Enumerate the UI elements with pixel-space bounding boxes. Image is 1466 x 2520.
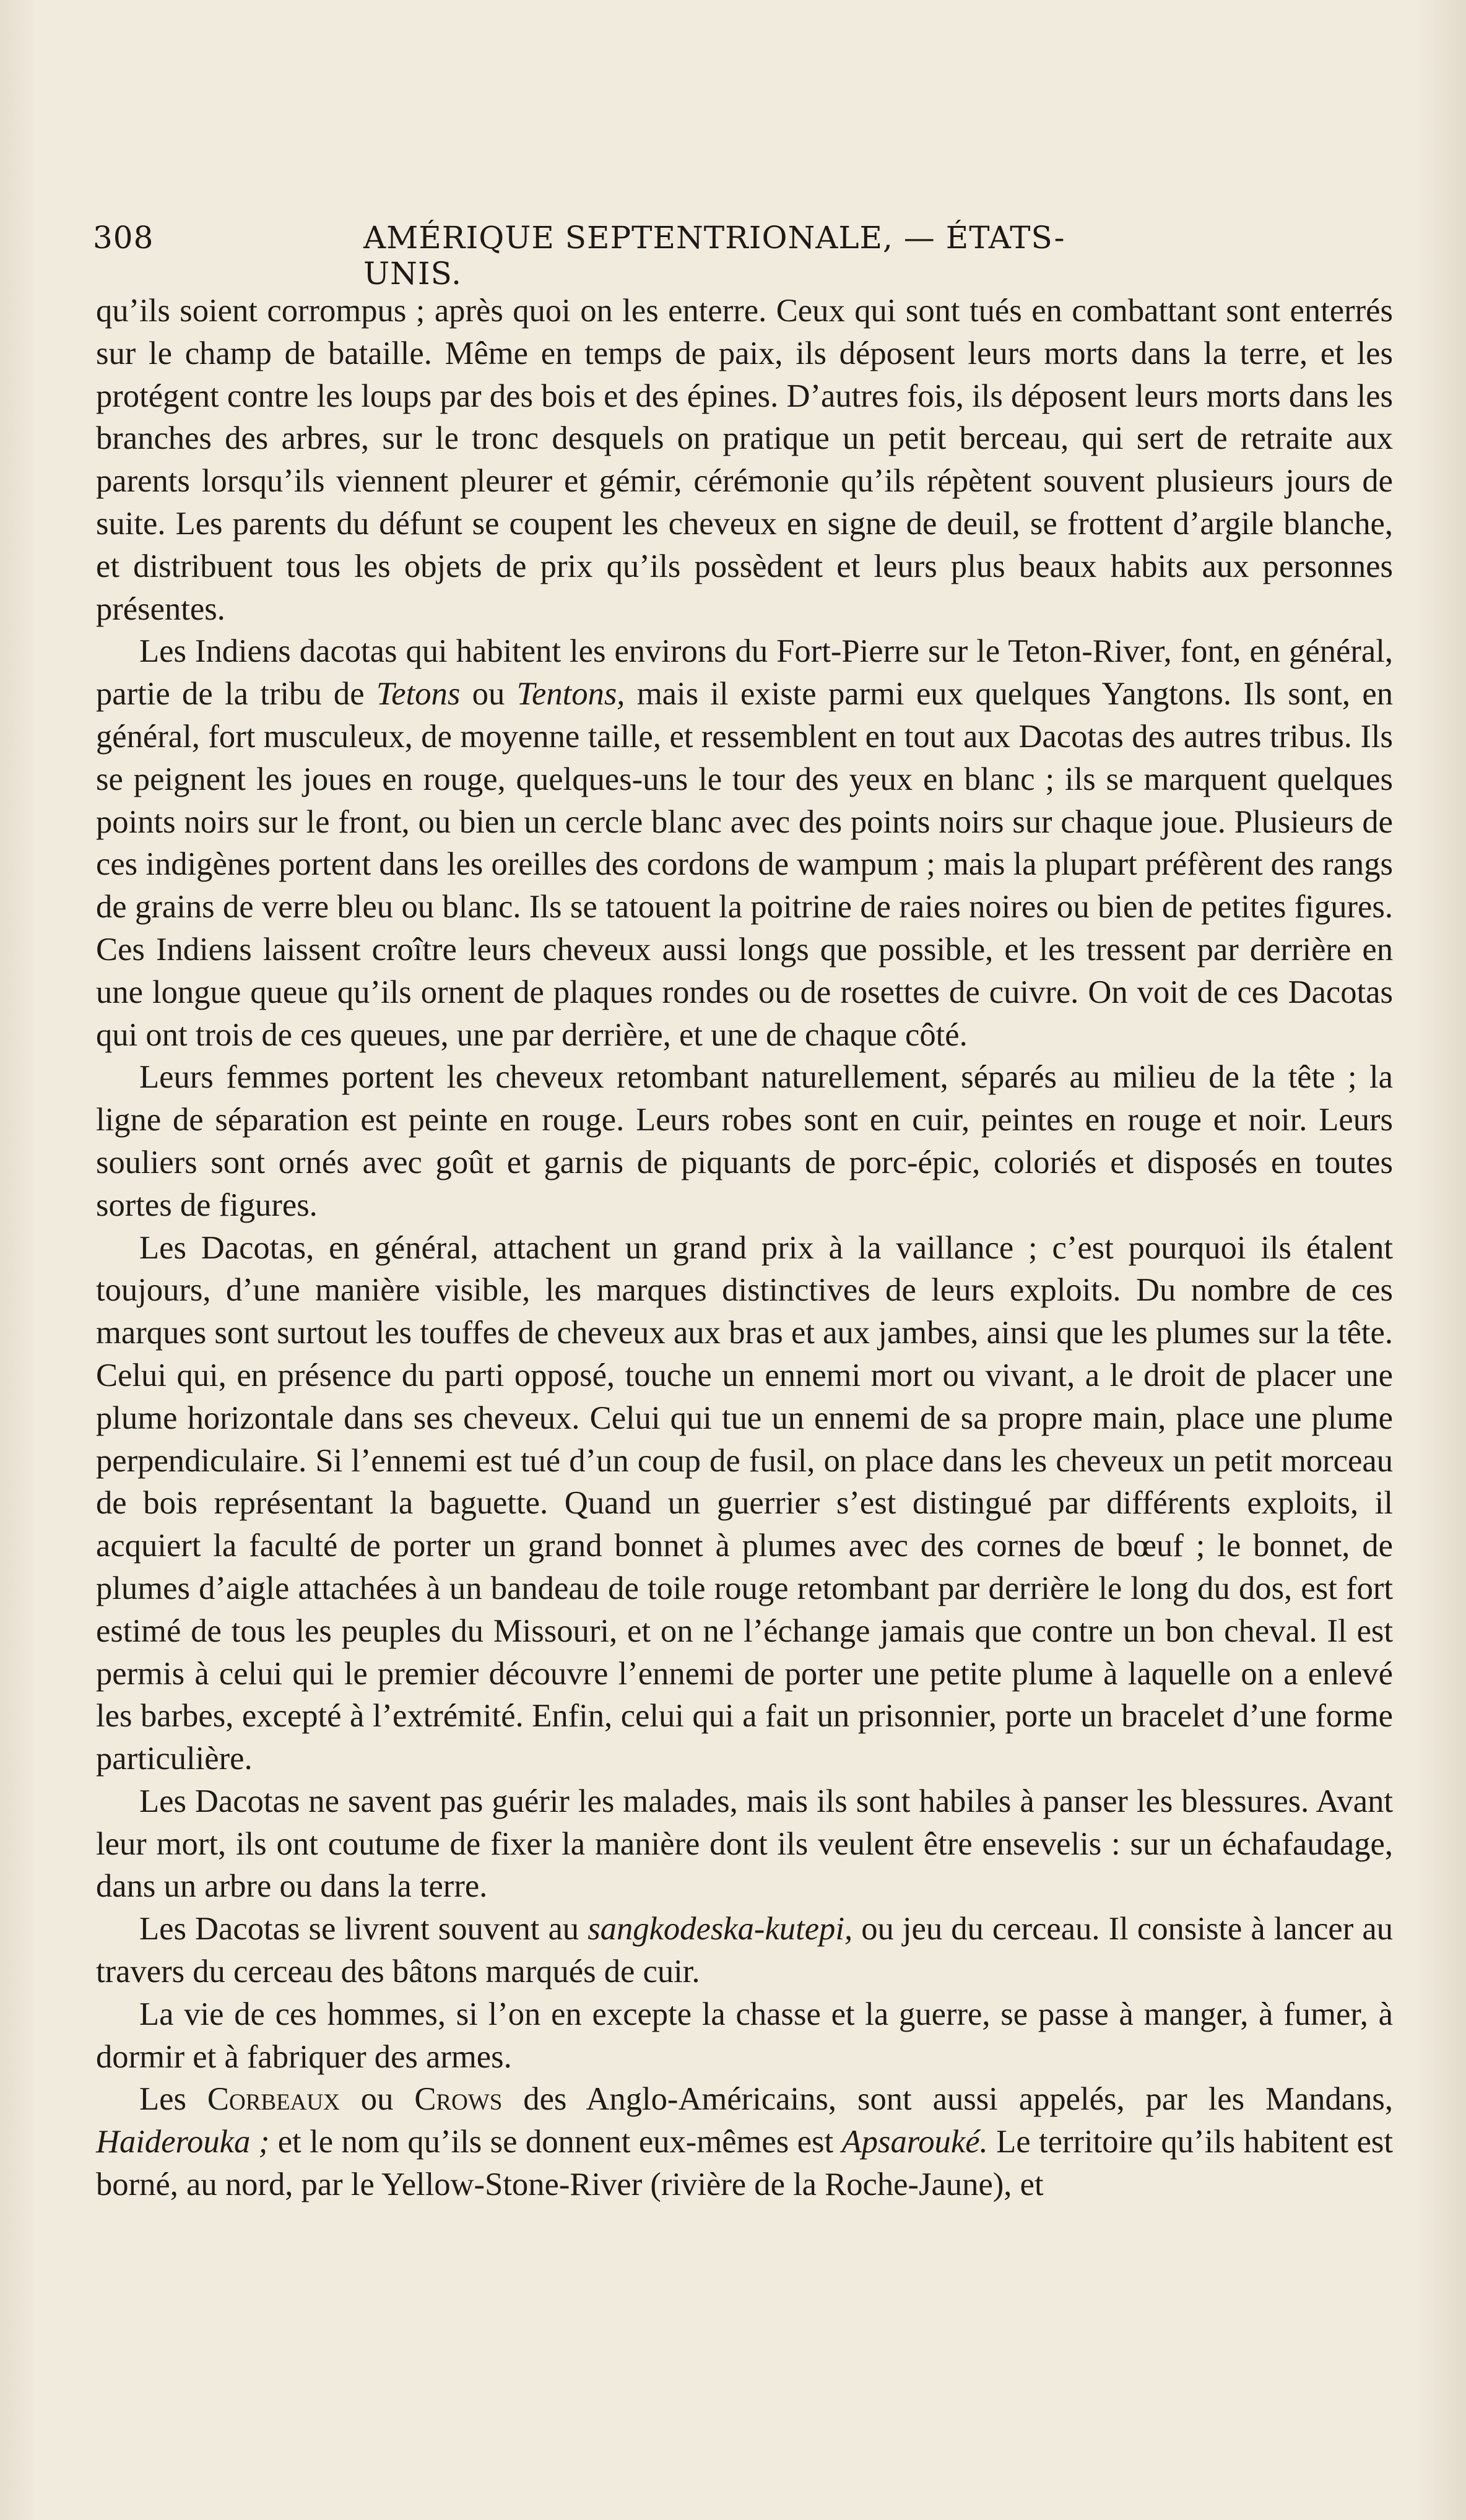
paragraph-7: La vie de ces hommes, si l’on en excepte la chasse et la guerre, se passe à manger, à fumer, à dormir et à fabriquer des armes. (96, 1996, 1393, 2075)
paragraph-1: qu’ils soient corrompus ; après quoi on les enterre. Ceux qui sont tués en combattant sont enterrés sur le champ de bataille. Même en temps de paix, ils déposent leurs morts dans la terre, et les protégent contre les loups par des bois et des épines. D’autres fois, ils déposent leurs morts dans les branches des arbres, sur le tronc desquels on pratique un petit berceau, qui sert de retraite aux parents lorsqu’ils viennent pleurer et gémir, cérémonie qu’ils répètent souvent plusieurs jours de suite. Les parents du défunt se coupent les cheveux en signe de deuil, se frottent d’argile blanche, et distribuent tous les objets de prix qu’ils possèdent et leurs plus beaux habits aux personnes présentes. (96, 293, 1393, 627)
italic-term: sangkodeska-kutepi, (588, 1911, 853, 1947)
italic-term: Apsarouké. (841, 2124, 988, 2160)
paragraph-6: Les Dacotas se livrent souvent au sangkodeska-kutepi, ou jeu du cerceau. Il consiste à lancer au travers du cerceau des bâtons marqués de cuir. (96, 1911, 1393, 1990)
page-number: 308 (93, 220, 154, 256)
italic-term: Haiderouka ; (96, 2124, 270, 2160)
paragraph-5: Les Dacotas ne savent pas guérir les malades, mais ils sont habiles à panser les blessures. Avant leur mort, ils ont coutume de fixer la manière dont ils veulent être ensevelis : sur un échafaudage, dans un arbre ou dans la terre. (96, 1783, 1393, 1905)
paragraph-4: Les Dacotas, en général, attachent un grand prix à la vaillance ; c’est pourquoi ils étalent toujours, d’une manière visible, les marques distinctives de leurs exploits. Du nombre de ces marques sont surtout les touffes de cheveux aux bras et aux jambes, ainsi que les plumes sur la tête. Celui qui, en présence du parti opposé, touche un ennemi mort ou vivant, a le droit de placer une plume horizontale dans ses cheveux. Celui qui tue un ennemi de sa propre main, place une plume perpendiculaire. Si l’ennemi est tué d’un coup de fusil, on place dans les cheveux un petit morceau de bois représentant la baguette. Quand un guerrier s’est distingué par différents exploits, il acquiert la faculté de porter un grand bonnet à plumes avec des cornes de bœuf ; le bonnet, de plumes d’aigle attachées à un bandeau de toile rouge retombant par derrière le long du dos, est fort estimé de tous les peuples du Missouri, et on ne l’échange jamais que contre un bon cheval. Il est permis à celui qui le premier découvre l’ennemi de porter une petite plume à laquelle on a enlevé les barbes, excepté à l’extrémité. Enfin, celui qui a fait un prisonnier, porte un bracelet d’une forme particulière. (96, 1229, 1393, 1777)
running-title: AMÉRIQUE SEPTENTRIONALE, — ÉTATS-UNIS. (363, 220, 1065, 292)
paragraph-2: Les Indiens dacotas qui habitent les environs du Fort-Pierre sur le Teton-River, font, en général, partie de la tribu de Tetons ou Tentons, mais il existe parmi eux quelques Yangtons. Ils sont, en général, fort musculeux, de moyenne taille, et ressemblent en tout aux Dacotas des autres tribus. Ils se peignent les joues en rouge, quelques-uns le tour des yeux en blanc ; ils se marquent quelques points noirs sur le front, ou bien un cercle blanc avec des points noirs sur chaque joue. Plusieurs de ces indigènes portent dans les oreilles des cordons de wampum ; mais la plupart préfèrent des rangs de grains de verre bleu ou blanc. Ils se tatouent la poitrine de raies noires ou bien de petites figures. Ces Indiens laissent croître leurs cheveux aussi longs que possible, et les tressent par derrière en une longue queue qu’ils ornent de plaques rondes ou de rosettes de cuivre. On voit de ces Dacotas qui ont trois de ces queues, une par derrière, et une de chaque côté. (96, 633, 1393, 1053)
small-caps-term: Crows (414, 2081, 503, 2118)
italic-term: Tentons, (516, 676, 625, 712)
paragraph-3: Leurs femmes portent les cheveux retombant naturellement, séparés au milieu de la tête ; la ligne de séparation est peinte en rouge. Leurs robes sont en cuir, peintes en rouge et noir. Leurs souliers sont ornés avec goût et garnis de piquants de porc-épic, coloriés et disposés en toutes sortes de figures. (96, 1059, 1393, 1223)
body-text (96, 290, 1393, 2206)
paragraph-8: Les Corbeaux ou Crows des Anglo-Américains, sont aussi appelés, par les Mandans, Haiderouka ; et le nom qu’ils se donnent eux-mêmes est Apsarouké. Le territoire qu’ils habitent est borné, au nord, par le Yellow-Stone-River (rivière de la Roche-Jaune), et (96, 2081, 1394, 2203)
italic-term: Tetons (376, 676, 461, 712)
small-caps-term: Corbeaux (207, 2081, 340, 2118)
